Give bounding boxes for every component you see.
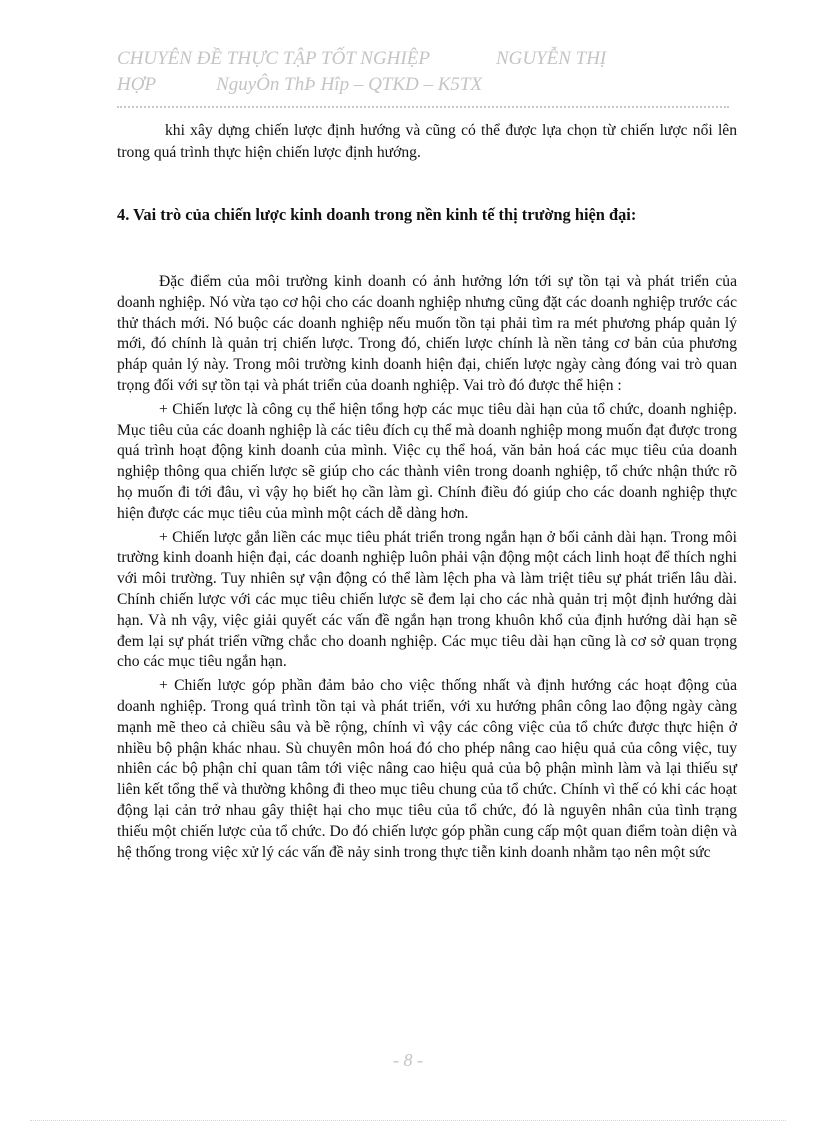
- section-heading: 4. Vai trò của chiến lược kinh doanh trong nền kinh tế thị trường hiện đại:: [117, 205, 637, 224]
- body-section: [117, 272, 737, 863]
- header-title: CHUYÊN ĐỀ THỰC TẬP TỐT NGHIỆP: [117, 48, 430, 69]
- intro-paragraph: khi xây dựng chiến lược định hướng và cũng có thể được lựa chọn từ chiến lược nổi lên trong quá trình thực hiện chiến lược định hướng.: [117, 122, 737, 162]
- page-number: - 8 -: [393, 1050, 423, 1070]
- body-paragraph-1: Đặc điểm của môi trường kinh doanh có ảnh hưởng lớn tới sự tồn tại và phát triển của doanh nghiệp. Nó vừa tạo cơ hội cho các doanh nghiệp nhưng cũng đặt các doanh nghiệp trước các thử thách mới. Nó buộc các doanh nghiệp nếu muốn tồn tại phải tìm ra mét phương pháp quản lý mới, đó chính là quản trị chiến lược. Trong đó, chiến lược chính là nền tảng cơ bản của phương pháp quản lý này. Trong môi trường kinh doanh hiện đại, chiến lược ngày càng đóng vai trò quan trọng đối với sự tồn tại và phát triển của doanh nghiệp. Vai trò đó được thể hiện :: [117, 273, 737, 394]
- intro-block: [117, 120, 737, 164]
- header-author-surname: HỢP: [117, 74, 157, 95]
- header-divider: [117, 106, 729, 108]
- body-paragraph-4: + Chiến lược góp phần đảm bảo cho việc thống nhất và định hướng các hoạt động của doanh nghiệp. Trong quá trình tồn tại và phát triển, với xu hướng phân công lao động ngày càng mạnh mẽ theo cả chiều sâu và bề rộng, chính vì vậy các công việc của tổ chức được thực hiện ở nhiều bộ phận khác nhau. Sù chuyên môn hoá đó cho phép nâng cao hiệu quả của công việc, tuy nhiên các bộ phận chỉ quan tâm tới việc nâng cao hiệu quả của bộ phận mình làm và lại thiếu sự liên kết tổng thể và thường không đi theo mục tiêu chung của tổ chức. Chính vì thế có khi các hoạt động lại cản trở nhau gây thiệt hại cho mục tiêu của tổ chức, đó là nguyên nhân của tình trạng thiếu một chiến lược của tổ chức. Do đó chiến lược góp phần cung cấp một quan điểm toàn diện và hệ thống trong việc xử lý các vấn đề nảy sinh trong thực tiễn kinh doanh nhằm tạo nên một sức: [117, 677, 737, 861]
- body-paragraph-2: + Chiến lược là công cụ thể hiện tổng hợp các mục tiêu dài hạn của tổ chức, doanh nghiệp. Mục tiêu của các doanh nghiệp là các tiêu đích cụ thể mà doanh nghiệp mong muốn đạt được trong quá trình hoạt động kinh doanh của mình. Việc cụ thể hoá, văn bản hoá các mục tiêu của doanh nghiệp thông qua chiến lược sẽ giúp cho các thành viên trong doanh nghiệp, tổ chức nhận thức rõ họ muốn đi tới đâu, vì vậy họ biết họ cần làm gì. Chính điều đó giúp cho các doanh nghiệp thực hiện được các mục tiêu của mình một cách dễ dàng hơn.: [117, 400, 737, 522]
- header-line-2: [117, 72, 737, 98]
- header-author-name: NGUYỄN THỊ: [495, 48, 607, 69]
- page-header: [117, 46, 737, 98]
- body-paragraph-3: + Chiến lược gắn liền các mục tiêu phát triển trong ngắn hạn ở bối cảnh dài hạn. Trong môi trường kinh doanh hiện đại, các doanh nghiệp luôn phải vận động một cách linh hoạt để thích nghi với môi trường. Tuy nhiên sự vận động có thể làm lệch pha và làm triệt tiêu sự phát triển lâu dài. Chính chiến lược với các mục tiêu chiến lược sẽ đem lại cho các nhà quản trị một định hướng dài hạn. Và nh vậy, việc giải quyết các vấn đề ngắn hạn trong khuôn khổ của định hướng dài hạn sẽ đem lại sự phát triển vững chắc cho doanh nghiệp. Các mục tiêu dài hạn cũng là cơ sở quan trọng cho các mục tiêu ngắn hạn.: [117, 528, 737, 671]
- header-line-1: [117, 46, 737, 72]
- header-author-info: NguyÔn ThÞ Hîp – QTKD – K5TX: [216, 74, 483, 95]
- footer-divider: [30, 1120, 786, 1121]
